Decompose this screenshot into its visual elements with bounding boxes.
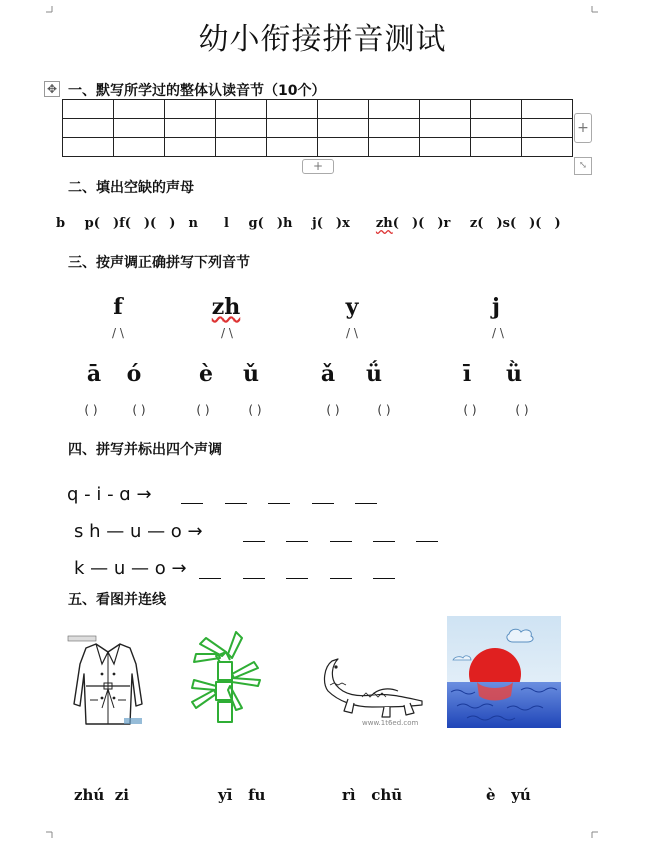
- answer-blank[interactable]: [373, 578, 395, 579]
- initial-letter: zh: [211, 294, 241, 320]
- grid-cell[interactable]: [471, 138, 522, 157]
- grid-cell[interactable]: [267, 119, 318, 138]
- answer-blank[interactable]: [416, 541, 438, 542]
- answer-parens[interactable]: ( ): [515, 403, 529, 417]
- grid-cell[interactable]: [420, 100, 471, 119]
- answer-blank[interactable]: [243, 541, 265, 542]
- toned-vowel: ó: [126, 361, 142, 387]
- initial-letter: y: [345, 294, 359, 320]
- grid-cell[interactable]: [165, 138, 216, 157]
- add-column-button[interactable]: +: [574, 113, 592, 143]
- grid-cell[interactable]: [63, 100, 114, 119]
- grid-cell[interactable]: [63, 138, 114, 157]
- pinyin-label-sunrise[interactable]: rì chū: [342, 786, 403, 804]
- grid-cell[interactable]: [369, 100, 420, 119]
- grid-cell[interactable]: [420, 138, 471, 157]
- answer-blank[interactable]: [286, 578, 308, 579]
- section2-heading: 二、填出空缺的声母: [68, 180, 194, 196]
- branch-lines: / \: [112, 326, 124, 340]
- add-row-button[interactable]: +: [302, 159, 334, 174]
- grid-cell[interactable]: [114, 119, 165, 138]
- initials-part2: ( )( )r z( )s( )( ): [392, 216, 561, 231]
- initials-fill-row: [56, 216, 561, 231]
- grid-cell[interactable]: [216, 119, 267, 138]
- answer-parens[interactable]: ( ): [248, 403, 262, 417]
- branch-lines: / \: [221, 326, 233, 340]
- spelling-row-1: q - i - ɑ →: [67, 484, 152, 505]
- grid-cell[interactable]: [471, 100, 522, 119]
- grid-cell[interactable]: [165, 100, 216, 119]
- spelling-row-3: k — u — o →: [74, 558, 187, 579]
- answer-blank[interactable]: [268, 503, 290, 504]
- grid-cell[interactable]: [369, 138, 420, 157]
- pinyin-label-bamboo[interactable]: zhú zi: [74, 786, 129, 804]
- toned-vowel: ǔ: [243, 361, 259, 387]
- spelling-row-2: s h — u — o →: [74, 521, 203, 542]
- answer-blank[interactable]: [330, 578, 352, 579]
- grid-cell[interactable]: [114, 138, 165, 157]
- answer-blank[interactable]: [312, 503, 334, 504]
- toned-vowel: ā: [86, 361, 102, 387]
- answer-parens[interactable]: ( ): [463, 403, 477, 417]
- pinyin-label-crocodile[interactable]: è yú: [486, 786, 531, 804]
- answer-blank[interactable]: [355, 503, 377, 504]
- grid-cell[interactable]: [63, 119, 114, 138]
- answer-blank[interactable]: [199, 578, 221, 579]
- branch-lines: / \: [492, 326, 504, 340]
- toned-vowel: ī: [462, 361, 472, 387]
- grid-cell[interactable]: [267, 100, 318, 119]
- toned-vowel: ǜ: [506, 361, 522, 387]
- crocodile-image[interactable]: [318, 655, 430, 727]
- initial-zh: zh: [375, 216, 393, 231]
- answer-blank[interactable]: [373, 541, 395, 542]
- grid-cell[interactable]: [267, 138, 318, 157]
- table-resize-handle[interactable]: ⤡: [574, 157, 592, 175]
- sunrise-image[interactable]: [447, 616, 561, 728]
- answer-blank[interactable]: [181, 503, 203, 504]
- bamboo-image[interactable]: [172, 618, 284, 730]
- section1-heading: 一、默写所学过的整体认读音节（10个）: [68, 83, 326, 99]
- answer-parens[interactable]: ( ): [132, 403, 146, 417]
- grid-cell[interactable]: [216, 100, 267, 119]
- toned-vowel: è: [199, 361, 213, 387]
- grid-cell[interactable]: [471, 119, 522, 138]
- table-move-handle[interactable]: ✥: [44, 81, 60, 97]
- grid-cell[interactable]: [369, 119, 420, 138]
- answer-parens[interactable]: ( ): [326, 403, 340, 417]
- answer-blank[interactable]: [243, 578, 265, 579]
- grid-cell[interactable]: [420, 119, 471, 138]
- grid-cell[interactable]: [522, 138, 573, 157]
- initial-letter: f: [113, 294, 123, 320]
- grid-cell[interactable]: [318, 100, 369, 119]
- answer-parens[interactable]: ( ): [84, 403, 98, 417]
- section3-heading: 三、按声调正确拼写下列音节: [68, 255, 250, 271]
- section4-heading: 四、拼写并标出四个声调: [68, 442, 222, 458]
- toned-vowel: ǎ: [320, 361, 336, 387]
- grid-cell[interactable]: [318, 138, 369, 157]
- coat-image[interactable]: [62, 634, 154, 730]
- answer-blank[interactable]: [286, 541, 308, 542]
- answer-parens[interactable]: ( ): [377, 403, 391, 417]
- grid-cell[interactable]: [165, 119, 216, 138]
- initials-part1: b p( )f( )( ) n l g( )h j( )x: [56, 216, 376, 231]
- image-watermark: www.1t6ed.com: [362, 719, 419, 727]
- branch-lines: / \: [346, 326, 358, 340]
- toned-vowel: ǘ: [366, 361, 382, 387]
- section5-heading: 五、看图并连线: [68, 592, 166, 608]
- initial-letter: j: [492, 294, 500, 320]
- syllable-grid: [62, 99, 573, 157]
- answer-parens[interactable]: ( ): [196, 403, 210, 417]
- grid-cell[interactable]: [522, 119, 573, 138]
- grid-cell[interactable]: [216, 138, 267, 157]
- grid-cell[interactable]: [318, 119, 369, 138]
- grid-cell[interactable]: [114, 100, 165, 119]
- answer-blank[interactable]: [225, 503, 247, 504]
- answer-blank[interactable]: [330, 541, 352, 542]
- grid-cell[interactable]: [522, 100, 573, 119]
- pinyin-label-clothes[interactable]: yī fu: [218, 786, 266, 804]
- page-title: 幼小衔接拼音测试: [198, 22, 447, 57]
